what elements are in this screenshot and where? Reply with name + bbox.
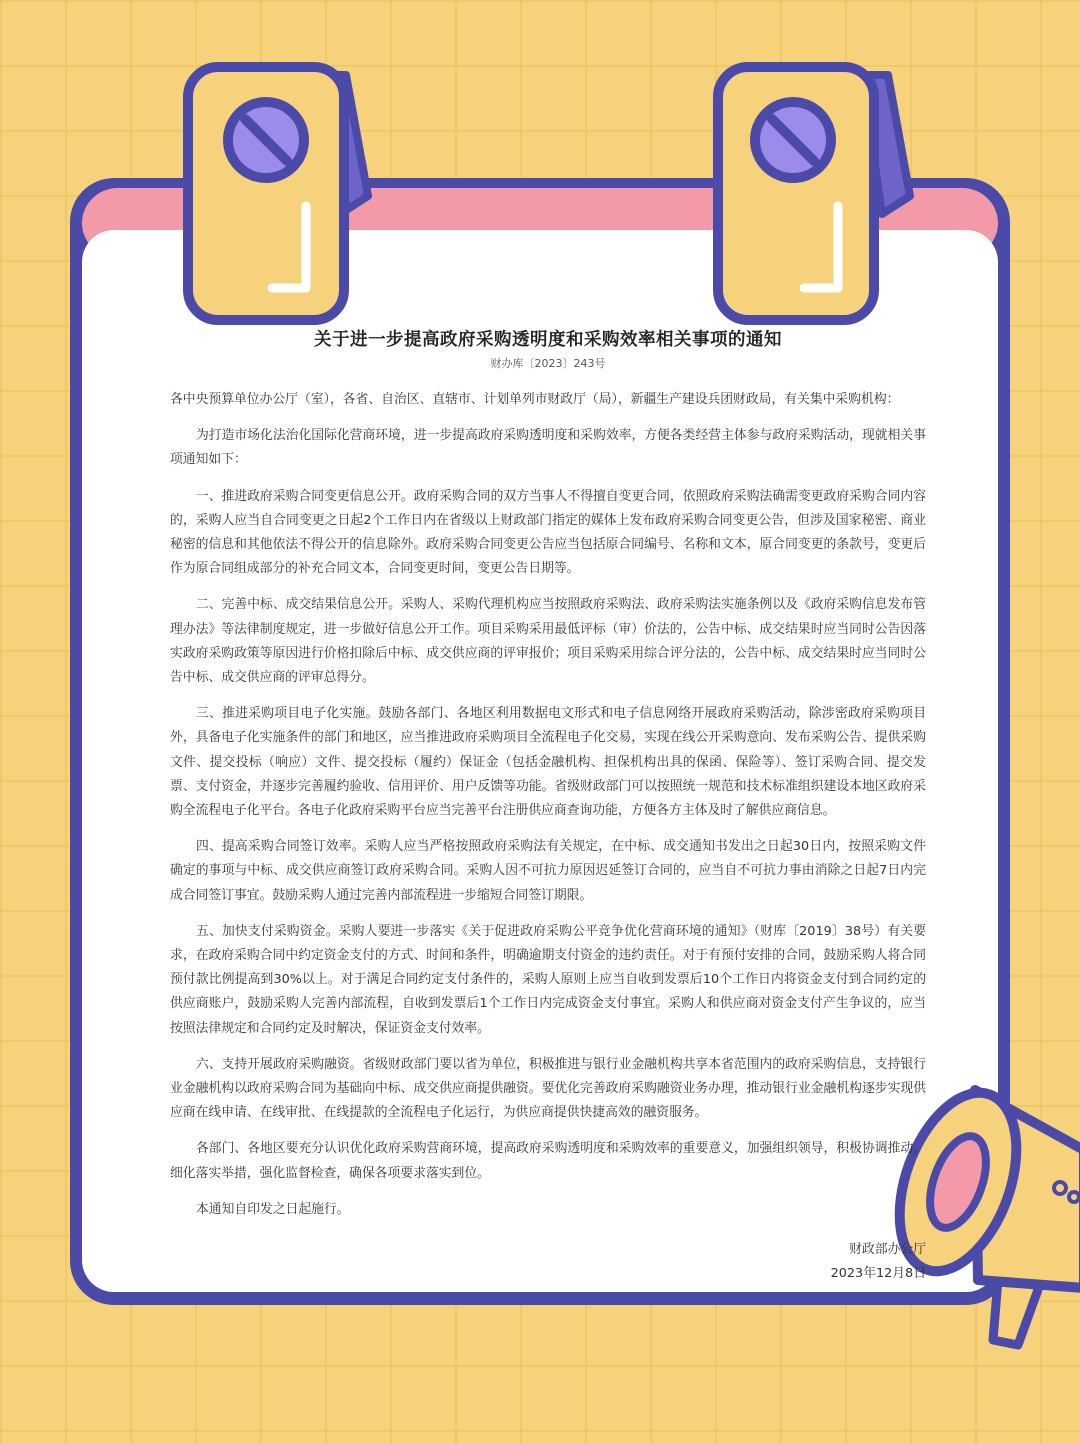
section-6: 六、支持开展政府采购融资。省级财政部门要以省为单位，积极推进与银行业金融机构共享本省范围内的政府采购信息，支持银行业金融机构以政府采购合同为基础向中标、成交供应商提供融资。要优化完善政府采购融资业务办理，推动银行业金融机构逐步实现供应商在线申请、在线审批、在线提款的全流程电子化运行，为供应商提供快捷高效的融资服务。: [170, 1056, 926, 1121]
issuer: 财政部办公厅: [849, 1242, 926, 1258]
section-5: 五、加快支付采购资金。采购人要进一步落实《关于促进政府采购公平竞争优化营商环境的通知》（财库〔2019〕38号）有关要求，在政府采购合同中约定资金支付的方式、时间和条件，明确逾期支付资金的违约责任。对于有预付安排的合同，鼓励采购人将合同预付款比例提高到30%以上。对于满足合同约定支付条件的，采购人原则上应当自收到发票后10个工作日内将资金支付到合同约定的供应商账户，鼓励采购人完善内部流程，自收到发票后1个工作日内完成资金支付事宜。采购人和供应商对资金支付产生争议的，应当按照法律规定和合同约定及时解决，保证资金支付效率。: [170, 923, 926, 1036]
intro-paragraph: 为打造市场化法治化国际化营商环境，进一步提高政府采购透明度和采购效率，方便各类经营主体参与政府采购活动，现就相关事项通知如下：: [170, 428, 926, 468]
addressee: 各中央预算单位办公厅（室），各省、自治区、直辖市、计划单列市财政厅（局），新疆生产建设兵团财政局，有关集中采购机构：: [170, 392, 900, 407]
notice-document: [170, 326, 926, 1286]
effective-statement: 本通知自印发之日起施行。: [196, 1201, 350, 1217]
document-title: 关于进一步提高政府采购透明度和采购效率相关事项的通知: [314, 330, 782, 350]
binder-clip-icon: [188, 67, 368, 320]
section-4: 四、提高采购合同签订效率。采购人应当严格按照政府采购法有关规定，在中标、成交通知书发出之日起30日内，按照采购文件确定的事项与中标、成交供应商签订政府采购合同。采购人因不可抗力原因迟延签订合同的，应当自不可抗力事由消除之日起7日内完成合同签订事宜。鼓励采购人通过完善内部流程进一步缩短合同签订期限。: [170, 839, 926, 903]
signature-block: [170, 1238, 926, 1286]
section-3: 三、推进采购项目电子化实施。鼓励各部门、各地区利用数据电文形式和电子信息网络开展政府采购活动，除涉密政府采购项目外，具备电子化实施条件的部门和地区，应当推进政府采购项目全流程电子化交易，实现在线公开采购意向、发布采购公告、提供采购文件、提交投标（响应）文件、提交投标（履约）保证金（包括金融机构、担保机构出具的保函、保险等）、签订采购合同、提交发票、支付资金，并逐步完善履约验收、信用评价、用户反馈等功能。省级财政部门可以按照统一规范和技术标准组织建设本地区政府采购全流程电子化平台。各电子化政府采购平台应当完善平台注册供应商查询功能，方便各方主体及时了解供应商信息。: [170, 706, 926, 819]
issue-date: 2023年12月8日: [830, 1266, 926, 1282]
closing-paragraph: 各部门、各地区要充分认识优化政府采购营商环境，提高政府采购透明度和采购效率的重要意义，加强组织领导，积极协调推动，细化落实举措，强化监督检查，确保各项要求落实到位。: [170, 1141, 926, 1181]
section-1: 一、推进政府采购合同变更信息公开。政府采购合同的双方当事人不得擅自变更合同，依照政府采购法确需变更政府采购合同内容的，采购人应当自合同变更之日起2个工作日内在省级以上财政部门指定的媒体上发布政府采购合同变更公告，但涉及国家秘密、商业秘密的信息和其他依法不得公开的信息除外。政府采购合同变更公告应当包括原合同编号、名称和文本，原合同变更的条款号，变更后作为原合同组成部分的补充合同文本，合同变更时间，变更公告日期等。: [170, 488, 926, 577]
section-2: 二、完善中标、成交结果信息公开。采购人、采购代理机构应当按照政府采购法、政府采购法实施条例以及《政府采购信息发布管理办法》等法律制度规定，进一步做好信息公开工作。项目采购采用最低评标（审）价法的，公告中标、成交结果时应当同时公告因落实政府采购政策等原因进行价格扣除后中标、成交供应商的评审报价；项目采购采用综合评分法的，公告中标、成交结果时应当同时公告中标、成交供应商的评审总得分。: [170, 597, 926, 686]
document-number: 财办库〔2023〕243号: [490, 357, 606, 370]
